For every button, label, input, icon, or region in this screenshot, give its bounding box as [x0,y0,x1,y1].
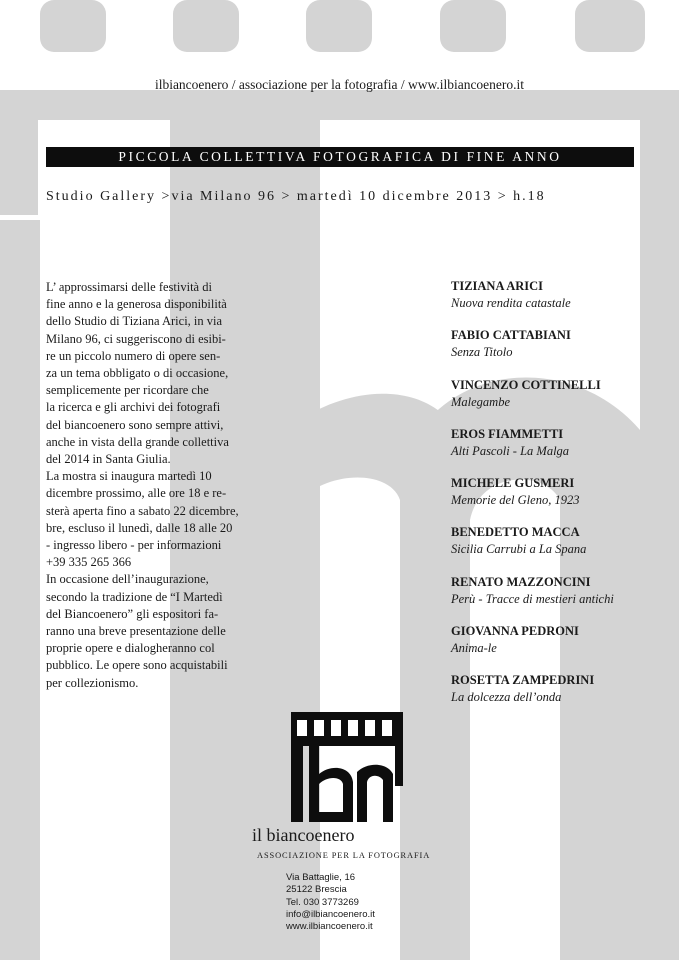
artist-entry [451,278,661,327]
artwork-title: Sicilia Carrubi a La Spana [451,542,587,557]
address-website: www.ilbiancoenero.it [286,921,373,933]
artist-name: TIZIANA ARICI [451,279,544,293]
artist-name: ROSETTA ZAMPEDRINI [451,673,595,688]
artwork-title: Memorie del Gleno, 1923 [451,493,580,508]
description-line: ranno una breve presentazione delle [46,624,226,639]
description-line: dello Studio di Tiziana Arici, in via [46,314,223,329]
artist-name: MICHELE GUSMERI [451,476,575,491]
logo-tagline: ASSOCIAZIONE PER LA FOTOGRAFIA [257,851,431,860]
description-line: La mostra si inaugura martedì 10 [46,469,212,484]
description-line: proprie opere e dialogheranno col [46,641,215,656]
description-line: - ingresso libero - per informazioni [46,538,222,553]
description-line: pubblico. Le opere sono acquistabili [46,658,228,673]
artist-entry [451,377,661,426]
artwork-title: Alti Pascoli - La Malga [451,443,570,458]
artwork-title: Anima-le [451,641,497,656]
artist-name: RENATO MAZZONCINI [451,574,591,589]
description-line: del Biancoenero” gli espositori fa- [46,606,219,621]
artist-list [451,278,661,722]
description-line: la ricerca e gli archivi dei fotografi [46,400,221,415]
artist-name: BENEDETTO MACCA [451,525,580,540]
description-line: dicembre prossimo, alle ore 18 e re- [46,486,227,501]
header-line: ilbiancoenero / associazione per la fotografia / www.ilbiancoenero.it [154,77,525,92]
logo-name: il biancoenero [252,825,355,845]
artist-name: GIOVANNA PEDRONI [451,624,579,639]
artwork-title: Perù - Tracce di mestieri antichi [451,591,614,606]
contact-address [286,872,375,933]
artist-entry [451,524,661,573]
event-subtitle: Studio Gallery >via Milano 96 > martedì 10 dicembre 2013 > h.18 [46,189,546,204]
description-line: anche in vista della grande collettiva [46,434,229,449]
artist-entry [451,327,661,376]
artwork-title: La dolcezza dell’onda [451,690,562,705]
artist-entry [451,672,661,721]
address-email: info@ilbiancoenero.it [286,908,375,920]
artist-name: EROS FIAMMETTI [451,426,564,441]
description-line: L’ approssimarsi delle festività di [46,280,212,294]
description-line: per collezionismo. [46,675,139,690]
description-line: In occasione dell’inaugurazione, [46,572,209,587]
artwork-title: Nuova rendita catastale [451,296,571,310]
address-city: 25122 Brescia [286,884,347,896]
description-line: del 2014 in Santa Giulia. [46,452,171,467]
address-phone: Tel. 030 3773269 [286,896,359,908]
artist-entry [451,426,661,475]
description-line: semplicemente per ricordare che [46,383,209,398]
description-line: del biancoenero sono sempre attivi, [46,417,224,432]
description-line: za un tema obbligato o di occasione, [46,366,229,381]
artist-entry [451,623,661,672]
address-street: Via Battaglie, 16 [286,872,356,883]
description-line: +39 335 265 366 [46,555,132,570]
artwork-title: Malegambe [451,394,511,409]
artist-entry [451,574,661,623]
description-line: secondo la tradizione de “I Martedì [46,589,223,604]
event-title: PICCOLA COLLETTIVA FOTOGRAFICA DI FINE ANNO [46,147,634,167]
artist-name: FABIO CATTABIANI [451,328,571,343]
description-line: re un piccolo numero di opere sen- [46,348,221,363]
description-text [46,279,278,692]
description-line: fine anno e la generosa disponibilità [46,297,227,312]
artwork-title: Senza Titolo [451,345,513,360]
artist-entry [451,475,661,524]
description-line: bre, escluso il lunedì, dalle 18 alle 20 [46,520,233,535]
description-line: sterà aperta fino a sabato 22 dicembre, [46,503,239,518]
artist-name: VINCENZO COTTINELLI [451,377,601,392]
description-line: Milano 96, ci suggeriscono di esibi- [46,331,226,346]
